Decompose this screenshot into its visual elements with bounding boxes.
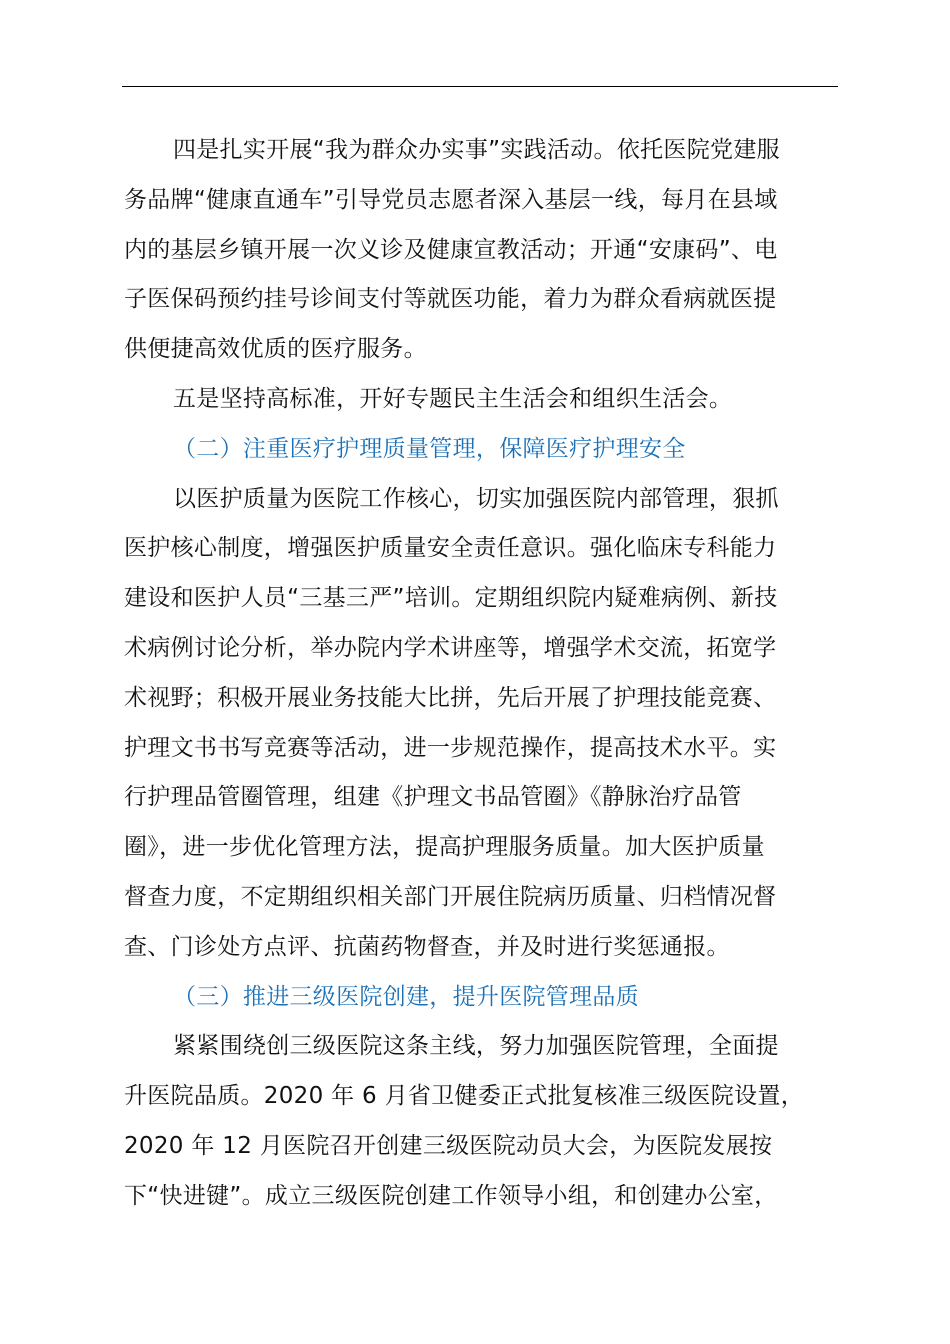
paragraph-line: 内的基层乡镇开展一次义诊及健康宣教活动；开通“安康码”、电 <box>124 236 778 263</box>
paragraph-line: 行护理品管圈管理，组建《护理文书品管圈》《静脉治疗品管 <box>124 784 742 811</box>
paragraph-line: 四是扎实开展“我为群众办实事”实践活动。依托医院党建服 <box>173 137 780 163</box>
paragraph-line: 术视野；积极开展业务技能大比拼，先后开展了护理技能竞赛、 <box>124 684 777 711</box>
header-rule <box>122 86 838 87</box>
paragraph-line: 督查力度，不定期组织相关部门开展住院病历质量、归档情况督 <box>124 883 777 910</box>
paragraph-line: 务品牌“健康直通车”引导党员志愿者深入基层一线，每月在县域 <box>124 186 778 213</box>
section-heading: （三）推进三级医院创建，提升医院管理品质 <box>173 983 639 1010</box>
paragraph-line: 以医护质量为医院工作核心，切实加强医院内部管理，狠抓 <box>173 485 779 512</box>
paragraph-line: 医护核心制度，增强医护质量安全责任意识。强化临床专科能力 <box>124 535 777 562</box>
document-body <box>124 126 840 1222</box>
paragraph-line: 圈》，进一步优化管理方法，提高护理服务质量。加大医护质量 <box>124 834 765 861</box>
paragraph-line: 术病例讨论分析，举办院内学术讲座等，增强学术交流，拓宽学 <box>124 634 777 661</box>
paragraph-line: 紧紧围绕创三级医院这条主线，努力加强医院管理，全面提 <box>173 1033 779 1060</box>
paragraph-line: 2020 年 12 月医院召开创建三级医院动员大会，为医院发展按 <box>124 1132 773 1159</box>
paragraph-line: 升医院品质。2020 年 6 月省卫健委正式批复核准三级医院设置， <box>124 1083 804 1110</box>
paragraph-line: 查、门诊处方点评、抗菌药物督查，并及时进行奖惩通报。 <box>124 933 730 960</box>
paragraph-line: 建设和医护人员“三基三严”培训。定期组织院内疑难病例、新技 <box>124 585 778 612</box>
paragraph-line: 供便捷高效优质的医疗服务。 <box>124 336 427 363</box>
section-heading: （二）注重医疗护理质量管理，保障医疗护理安全 <box>173 435 686 462</box>
paragraph-line: 子医保码预约挂号诊间支付等就医功能，着力为群众看病就医提 <box>124 286 777 313</box>
paragraph-line: 护理文书书写竞赛等活动，进一步规范操作，提高技术水平。实 <box>124 734 777 761</box>
paragraph-line: 下“快进键”。成立三级医院创建工作领导小组，和创建办公室， <box>124 1182 778 1209</box>
paragraph-line: 五是坚持高标准，开好专题民主生活会和组织生活会。 <box>173 385 733 412</box>
